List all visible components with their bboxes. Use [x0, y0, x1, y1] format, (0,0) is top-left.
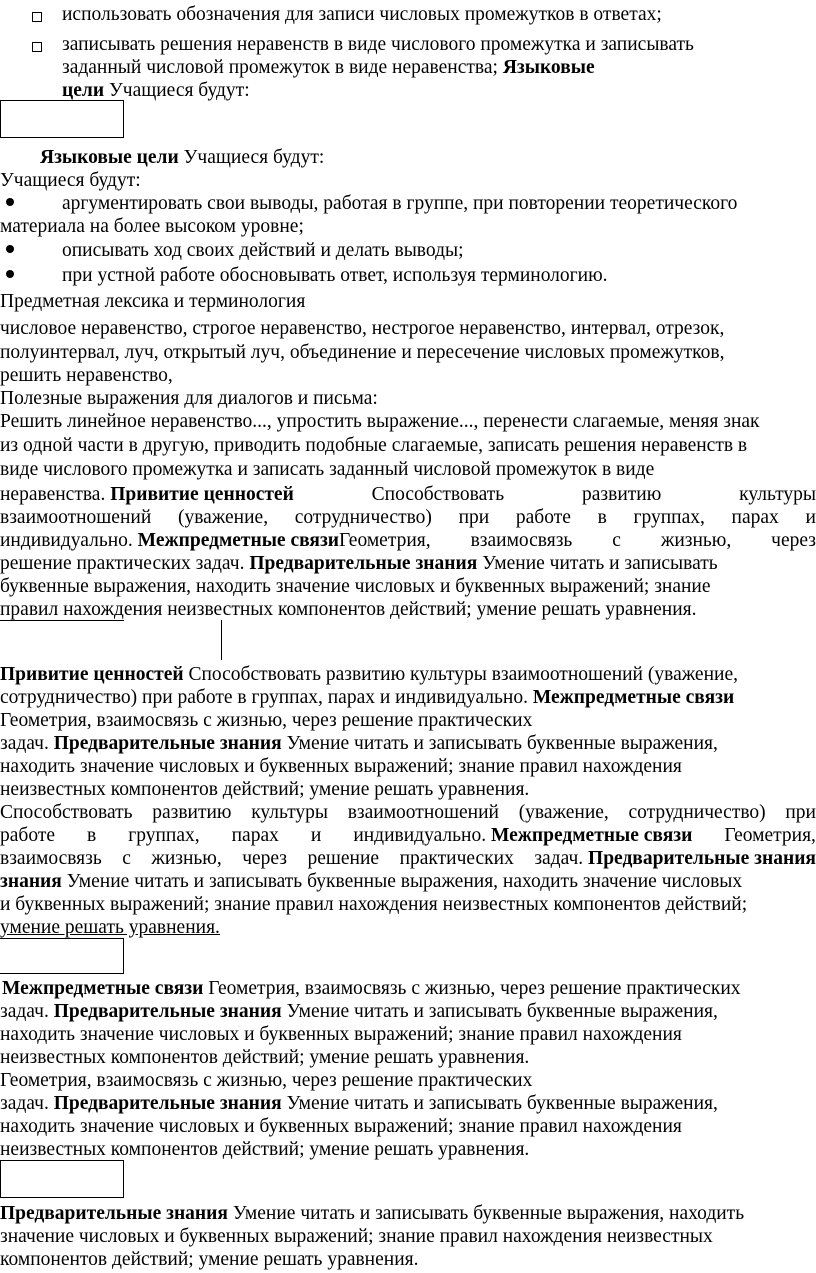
section-line: задач. Предварительные знания Умение читать и записывать буквенные выражения, [0, 1093, 718, 1114]
para-line: индивидуально. Межпредметные связиГеометрия, взаимосвязь с жизнью, через [0, 530, 816, 551]
section-line: находить значение числовых и буквенных выражений; знание правил нахождения [0, 1024, 682, 1045]
section-line: Способствовать развитию культуры взаимоотношений (уважение, сотрудничество) при [0, 802, 816, 823]
students-will: Учащиеся будут: [0, 170, 141, 191]
bullet-icon [6, 270, 14, 278]
section-values: Привитие ценностей Способствовать развитию культуры взаимоотношений (уважение, [0, 664, 738, 685]
section-line: неизвестных компонентов действий; умение решать уравнения. [0, 779, 530, 800]
section-line: задач. Предварительные знания Умение читать и записывать буквенные выражения, [0, 733, 718, 754]
lang-goals-heading: Языковые цели Учащиеся будут: [40, 147, 325, 168]
rule [221, 620, 222, 660]
bullet-text: описывать ход своих действий и делать выводы; [62, 240, 464, 261]
section-line: неизвестных компонентов действий; умение решать уравнения. [0, 1139, 530, 1160]
section-line: умение решать уравнения. [0, 917, 220, 938]
para-line: взаимоотношений (уважение, сотрудничество) при работе в группах, парах и [0, 507, 816, 528]
vocab-line: числовое неравенство, строгое неравенство, нестрогое неравенство, интервал, отрезок, [0, 318, 725, 339]
section-line: и буквенных выражений; знание правил нахождения неизвестных компонентов действий; [0, 894, 748, 915]
list-item: использовать обозначения для записи числовых промежутков в ответах; [62, 4, 662, 25]
lang-goals-line: цели Учащиеся будут: [62, 80, 250, 101]
phrases-line: из одной части в другую, приводить подобные слагаемые, записать решения неравенств в [0, 435, 748, 456]
rule [0, 620, 124, 621]
section-line: взаимосвязь с жизнью, через решение практических задач. Предварительные знания [0, 848, 816, 869]
bullet-text: аргументировать свои выводы, работая в группе, при повторении теоретического [62, 193, 738, 214]
vocab-heading: Предметная лексика и терминология [0, 291, 306, 312]
section-line: работе в группах, парах и индивидуально. Межпредметные связи Геометрия, [0, 825, 816, 846]
list-item-continued: заданный числовой промежуток в виде неравенства; Языковые [62, 57, 595, 78]
section-line: значение числовых и буквенных выражений; знание правил нахождения неизвестных [0, 1226, 713, 1247]
section-line: Геометрия, взаимосвязь с жизнью, через решение практических [0, 710, 533, 731]
bullet-icon [6, 245, 14, 253]
empty-box [0, 938, 124, 974]
empty-box [0, 100, 124, 138]
para-line: неравенства. Привитие ценностей Способствовать развитию культуры [0, 484, 816, 505]
section-line: Геометрия, взаимосвязь с жизнью, через решение практических [0, 1070, 533, 1091]
bullet-text: при устной работе обосновывать ответ, используя терминологию. [62, 265, 608, 286]
phrases-heading: Полезные выражения для диалогов и письма: [0, 388, 378, 409]
section-line: задач. Предварительные знания Умение читать и записывать буквенные выражения, [0, 1001, 718, 1022]
phrases-line: Решить линейное неравенство..., упростить выражение..., перенести слагаемые, меняя знак [0, 411, 760, 432]
section-line: неизвестных компонентов действий; умение решать уравнения. [0, 1047, 530, 1068]
para-line: решение практических задач. Предварительные знания Умение читать и записывать [0, 553, 718, 574]
section-line: сотрудничество) при работе в группах, парах и индивидуально. Межпредметные связи [0, 687, 735, 708]
section-line: компонентов действий; умение решать уравнения. [0, 1249, 419, 1270]
section-interdisc: Межпредметные связи Геометрия, взаимосвязь с жизнью, через решение практических [2, 978, 741, 999]
section-line: находить значение числовых и буквенных выражений; знание правил нахождения [0, 1116, 682, 1137]
section-line: находить значение числовых и буквенных выражений; знание правил нахождения [0, 756, 682, 777]
para-line: буквенные выражения, находить значение числовых и буквенных выражений; знание [0, 576, 711, 597]
bullet-icon [6, 198, 14, 206]
phrases-line: виде числового промежутка и записать заданный числовой промежуток в виде [0, 459, 655, 480]
checkbox-square [32, 42, 42, 52]
list-item: записывать решения неравенств в виде числового промежутка и записывать [62, 34, 694, 55]
bullet-text-cont: материала на более высоком уровне; [0, 216, 304, 237]
section-line: знания Умение читать и записывать буквенные выражения, находить значение числовых [0, 871, 743, 892]
vocab-line: полуинтервал, луч, открытый луч, объединение и пересечение числовых промежутков, [0, 342, 725, 363]
empty-box [0, 1160, 124, 1198]
checkbox-square [32, 12, 42, 22]
section-prior: Предварительные знания Умение читать и записывать буквенные выражения, находить [0, 1203, 745, 1224]
para-line: правил нахождения неизвестных компонентов действий; умение решать уравнения. [0, 599, 697, 620]
vocab-line: решить неравенство, [0, 365, 173, 386]
